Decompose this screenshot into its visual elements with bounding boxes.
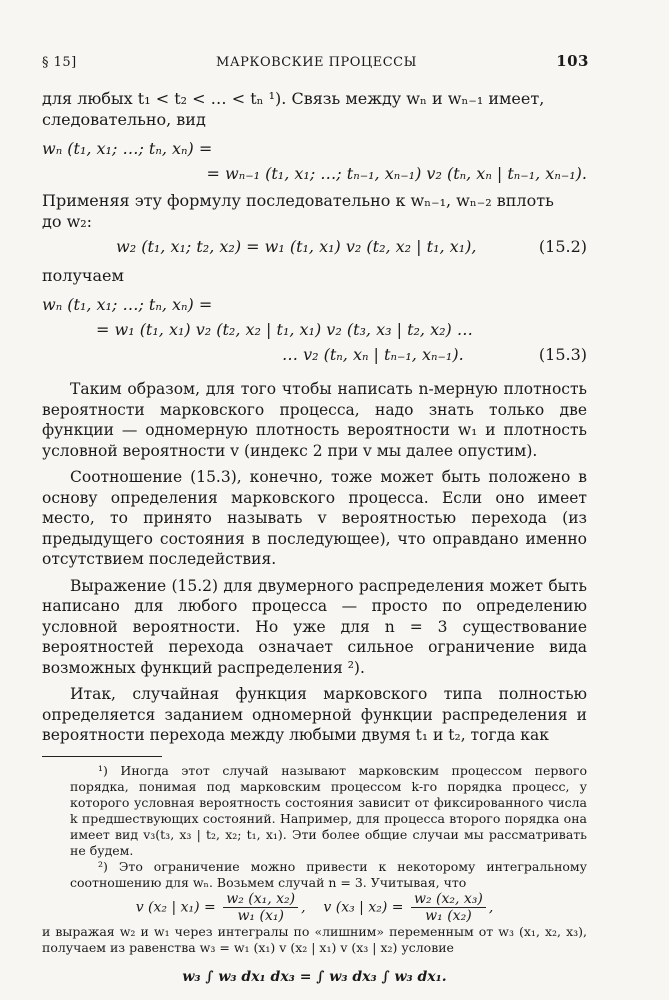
paragraph: Таким образом, для того чтобы написать n-мерную плотность вероятности марковского процесса, надо знать только две функции — одномерную плотность вероятности w₁ и плотность условной вероятности v (индекс 2 при v мы далее опустим). [42, 380, 587, 460]
text-line: до w₂: [42, 212, 93, 231]
equation-number: (15.2) [538, 237, 587, 256]
page-number: 103 [556, 52, 589, 70]
numerator: w₂ (x₂, x₃) [411, 891, 486, 908]
paragraphs [42, 379, 587, 746]
formula-lhs: v (x₂ | x₁) = [135, 899, 216, 915]
fraction [411, 891, 486, 924]
text-line: получаем [42, 266, 124, 285]
fraction [223, 891, 298, 924]
integral-condition: w₃ ∫ w₃ dx₁ dx₃ = ∫ w₃ dx₃ ∫ w₃ dx₁. [182, 968, 447, 985]
footnotes [42, 763, 587, 992]
paragraph: Выражение (15.2) для двумерного распределения может быть написано для любого процесса — просто по определению условной вероятности. Но уже для n = 3 существование вероятностей перехода означает сильное ограничение вида возможных функций распределения ²). [42, 576, 587, 677]
footnote-1: ¹) Иногда этот случай называют марковским процессом первого порядка, понимая под марковским процессом k-го порядка процесс, у которого условная вероятность состояния зависит от фиксированного числа k предшествующих состояний. Например, для процесса второго порядка она имеет вид v₃(t₃, x₃ | t₂, x₂; t₁, x₁). Эти более общие случаи мы рассматривать не будем. [70, 762, 587, 858]
footnote-2: ²) Это ограничение можно привести к некоторому интегральному соотношению для wₙ. Возьмем случай n = 3. Учитывая, что [70, 858, 587, 890]
running-title: МАРКОВСКИЕ ПРОЦЕССЫ [216, 55, 417, 70]
denominator: w₁ (x₂) [425, 907, 472, 924]
equation-line: = wₙ₋₁ (t₁, x₁; …; tₙ₋₁, xₙ₋₁) v₂ (tₙ, xₙ | tₙ₋₁, xₙ₋₁). [206, 164, 587, 183]
numerator: w₂ (x₁, x₂) [223, 891, 298, 908]
equation-line: = w₁ (t₁, x₁) v₂ (t₂, x₂ | t₁, x₁) v₂ (t₃, x₃ | t₂, x₂) … [96, 320, 473, 339]
paragraph: Итак, случайная функция марковского типа полностью определяется заданием одномерной функции распределения и вероятности перехода между любыми двумя t₁ и t₂, тогда как [42, 685, 587, 744]
text-line: Применяя эту формулу последовательно к wₙ₋₁, wₙ₋₂ вплоть [42, 191, 554, 210]
equation-15-2 [42, 234, 587, 259]
main-text [42, 88, 587, 992]
equation-body: … v₂ (tₙ, xₙ | tₙ₋₁, xₙ₋₁). [282, 345, 464, 364]
equation-line: wₙ (t₁, x₁; …; tₙ, xₙ) = [42, 139, 213, 158]
equation-number: (15.3) [538, 345, 587, 364]
running-header [42, 52, 589, 70]
denominator: w₁ (x₁) [237, 907, 284, 924]
footnote-2-continuation: и выражая w₂ и w₁ через интегралы по «лишним» переменным от w₃ (x₁, x₂, x₃), получаем из равенства w₃ = w₁ (x₁) v (x₂ | x₁) v (x₃ | x₂) условие [42, 923, 587, 955]
equation-15-3 [42, 342, 587, 367]
section-mark: § 15] [42, 55, 77, 70]
paragraph: Соотношение (15.3), конечно, тоже может быть положено в основу определения марковского процесса. Если оно имеет место, то принято называть v вероятностью перехода (из предыдущего состояния в последующее), что оправдано именно отсутствием последействия. [42, 468, 587, 568]
formula-lhs: v (x₃ | x₂) = [323, 899, 404, 915]
equation-line: wₙ (t₁, x₁; …; tₙ, xₙ) = [42, 295, 213, 314]
equation-body: w₂ (t₁, x₁; t₂, x₂) = w₁ (t₁, x₁) v₂ (t₂, x₂ | t₁, x₁), [116, 237, 477, 256]
text-line: для любых t₁ < t₂ < … < tₙ ¹). Связь между wₙ и wₙ₋₁ имеет, [42, 89, 545, 108]
footnote-rule [42, 756, 162, 757]
text-line: следовательно, вид [42, 110, 206, 129]
footnote-formula-fractions: v (x₂ | x₁) = $\frac{\text{w₂ (x₁, x₂)}}{\text{w₁ (x₁)}}$ , v (x₃ | x₂) = $\frac{\text{w₂ (x₂, x₃)}}{\text{w₁ (x₂)}}$ , [135, 890, 494, 924]
